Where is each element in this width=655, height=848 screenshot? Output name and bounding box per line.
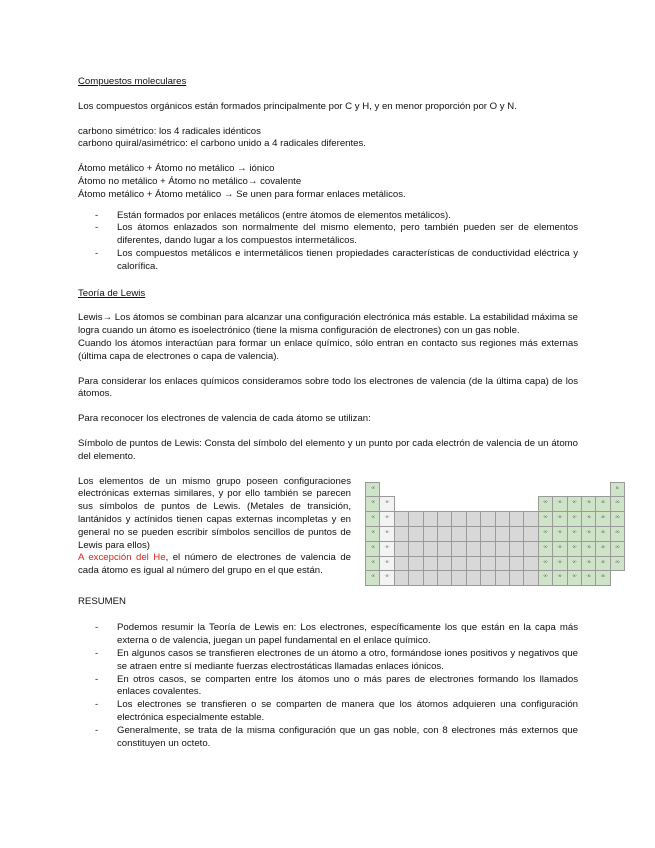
table-cell: [538, 541, 553, 557]
lewis-dot-symbol: ·X·: [557, 514, 563, 520]
lewis-dot-symbol: ·X·: [542, 528, 549, 534]
lewis-dot-symbol: ·X·: [557, 543, 563, 549]
table-cell: [408, 556, 423, 572]
table-cell: [408, 526, 423, 542]
lewis-dot-symbol: ·X:: [586, 543, 592, 549]
list-item: - En algunos casos se transfieren electrones de un átomo a otro, formándose iones positivos y negativos que se atraen entre sí mediante fuerzas electrostáticas llamadas enlaces iónicos.: [78, 648, 578, 674]
table-cell: [552, 570, 567, 586]
table-cell: [567, 570, 582, 586]
table-cell: [610, 526, 625, 542]
table-cell: [595, 526, 610, 542]
table-cell: [509, 570, 524, 586]
lewis-dot-symbol: ·X·: [384, 558, 390, 564]
table-cell: [451, 526, 466, 542]
table-cell: [567, 496, 582, 512]
table-cell: [394, 570, 409, 586]
table-cell: [581, 556, 596, 572]
table-cell: [610, 556, 625, 572]
table-cell: [379, 541, 394, 557]
table-cell: [365, 482, 380, 498]
table-cell: [451, 511, 466, 527]
lewis-paragraph-2: Cuando los átomos interactúan para formar un enlace químico, sólo entran en contacto sus regiones más externas (última capa de electrones o capa de valencia).: [78, 337, 578, 362]
lewis-dot-symbol: :X:: [600, 543, 606, 549]
lewis-dot-symbol: ·X·: [542, 558, 549, 564]
lewis-dot-symbol: ·X: [370, 514, 375, 520]
table-cell: [394, 556, 409, 572]
table-cell: [365, 526, 380, 542]
table-cell: [581, 541, 596, 557]
table-cell: [523, 570, 538, 586]
lewis-dot-symbol: ·X·: [542, 543, 549, 549]
table-cell: [595, 570, 610, 586]
lewis-dot-symbol: :X:: [600, 499, 606, 505]
table-cell: [480, 570, 495, 586]
list-item: - En otros casos, se comparten entre los átomos uno o más pares de electrones formando los llamados enlaces covalentes.: [78, 674, 578, 700]
lewis-dot-symbol: ·X·: [571, 558, 577, 564]
table-cell: [423, 556, 438, 572]
table-cell: [523, 526, 538, 542]
table-cell: [480, 556, 495, 572]
table-cell: [610, 496, 625, 512]
lewis-dot-symbol: :X:: [600, 558, 606, 564]
table-cell: [595, 541, 610, 557]
table-cell: [466, 570, 481, 586]
table-cell: [466, 526, 481, 542]
lewis-dot-symbol: ·X·: [384, 514, 390, 520]
table-cell: [552, 526, 567, 542]
carbon-line-1: carbono simétrico: los 4 radicales idénticos: [78, 125, 261, 137]
table-cell: [552, 511, 567, 527]
table-cell: [466, 511, 481, 527]
lewis-paragraph-6: Los elementos de un mismo grupo poseen configuraciones electrónicas externas similares, y por ello también se parecen sus símbolos de puntos de Lewis. (Metales de transición, lantánidos y actínidos tienen capas externas incompletas y en general no se pueden escribir símbolos sencillos de puntos de Lewis para ellos): [78, 475, 351, 551]
table-cell: [437, 511, 452, 527]
lewis-dot-symbol: ·X:: [586, 514, 592, 520]
list-item: - Los átomos enlazados son normalmente del mismo elemento, pero también pueden ser de elementos diferentes, dando lugar a los compuestos intermetálicos.: [78, 222, 578, 248]
lewis-paragraph-5: Símbolo de puntos de Lewis: Consta del símbolo del elemento y un punto por cada electrón de valencia de un átomo del elemento.: [78, 437, 578, 462]
lewis-dot-symbol: ·X:: [586, 573, 592, 579]
lewis-paragraph-4: Para reconocer los electrones de valencia de cada átomo se utilizan:: [78, 413, 371, 425]
table-cell: [509, 556, 524, 572]
lewis-dot-symbol: ·X·: [384, 543, 390, 549]
lewis-dot-symbol: ·X·: [571, 528, 577, 534]
table-cell: [379, 570, 394, 586]
table-cell: [365, 570, 380, 586]
table-cell: [379, 511, 394, 527]
lewis-side-text: [78, 476, 351, 578]
table-cell: [365, 541, 380, 557]
lewis-dot-symbol: ·X: [370, 558, 375, 564]
lewis-dot-symbol: ·X: [370, 499, 375, 505]
list-item: - Están formados por enlaces metálicos (entre átomos de elementos metálicos).: [78, 210, 578, 223]
table-cell: [538, 511, 553, 527]
lewis-dot-symbol: ·X: [370, 484, 375, 490]
table-cell: [595, 496, 610, 512]
list-item: - Generalmente, se trata de la misma configuración que un gas noble, con 8 electrones más externos que constituyen un octeto.: [78, 725, 578, 751]
table-cell: [394, 541, 409, 557]
lewis-dot-symbol: ·X:: [586, 558, 592, 564]
table-cell: [379, 496, 394, 512]
section-title-lewis: Teoría de Lewis: [78, 287, 146, 299]
table-cell: [595, 511, 610, 527]
table-cell: [495, 556, 510, 572]
table-cell: [538, 526, 553, 542]
table-cell: [379, 556, 394, 572]
table-cell: [365, 556, 380, 572]
lewis-dot-symbol: :X:: [600, 573, 606, 579]
lewis-dot-symbol: ·X:: [586, 528, 592, 534]
table-cell: [495, 526, 510, 542]
table-cell: [538, 556, 553, 572]
intro-paragraph: Los compuestos orgánicos están formados principalmente por C y H, y en menor proporción por O y N.: [78, 100, 517, 112]
table-cell: [480, 511, 495, 527]
table-cell: [437, 570, 452, 586]
lewis-dot-symbol: ·X: [370, 543, 375, 549]
resumen-title: RESUMEN: [78, 595, 126, 607]
table-cell: [495, 511, 510, 527]
table-cell: [538, 496, 553, 512]
lewis-dot-symbol: ·X·: [557, 558, 563, 564]
lewis-dot-symbol: ·X·: [542, 573, 549, 579]
periodic-table-lewis-image: [365, 472, 627, 589]
table-cell: [480, 541, 495, 557]
table-cell: [423, 570, 438, 586]
table-cell: [480, 526, 495, 542]
he-exception: A excepción del He: [78, 552, 166, 564]
table-cell: [451, 570, 466, 586]
table-cell: [423, 511, 438, 527]
lewis-dot-symbol: :X:: [615, 528, 620, 534]
table-cell: [523, 556, 538, 572]
lewis-dot-symbol: ·X·: [542, 514, 549, 520]
lewis-dot-symbol: ·X·: [384, 499, 390, 505]
lewis-dot-symbol: :X:: [615, 558, 620, 564]
table-cell: [466, 541, 481, 557]
table-cell: [595, 556, 610, 572]
table-cell: [509, 541, 524, 557]
table-cell: [451, 556, 466, 572]
table-cell: [509, 511, 524, 527]
table-cell: [437, 526, 452, 542]
lewis-dot-symbol: ·X: [370, 528, 375, 534]
carbon-line-2: carbono quiral/asimétrico: el carbono unido a 4 radicales diferentes.: [78, 138, 366, 150]
lewis-dot-symbol: :X:: [615, 499, 620, 505]
lewis-dot-symbol: ·X·: [542, 499, 549, 505]
table-cell: [394, 511, 409, 527]
table-cell: [408, 570, 423, 586]
table-cell: [451, 541, 466, 557]
bond-line-2: Átomo no metálico + Átomo no metálico→ covalente: [78, 175, 302, 187]
lewis-dot-symbol: :X:: [615, 543, 620, 549]
metallic-bullets: [78, 210, 578, 274]
table-cell: [495, 541, 510, 557]
table-cell: [495, 570, 510, 586]
table-cell: [423, 541, 438, 557]
lewis-paragraph-1: Lewis→ Los átomos se combinan para alcanzar una configuración electrónica más estable. La estabilidad máxima se logra cuando un átomo es isoelectrónico (tiene la misma configuración de electrones) con un gas noble.: [78, 312, 578, 337]
table-cell: [552, 556, 567, 572]
list-item: - Los compuestos metálicos e intermetálicos tienen propiedades características de conductividad eléctrica y calorífica.: [78, 248, 578, 274]
resumen-bullets: [78, 622, 578, 750]
table-cell: [581, 570, 596, 586]
table-cell: [581, 526, 596, 542]
lewis-dot-symbol: ·X·: [571, 543, 577, 549]
table-cell: [408, 541, 423, 557]
lewis-dot-symbol: ·X·: [571, 514, 577, 520]
table-cell: [509, 526, 524, 542]
bond-line-3: Átomo metálico + Átomo metálico → Se unen para formar enlaces metálicos.: [78, 188, 406, 200]
lewis-dot-symbol: ·X·: [557, 499, 563, 505]
table-cell: [610, 511, 625, 527]
table-cell: [437, 541, 452, 557]
lewis-dot-symbol: ·X·: [384, 528, 390, 534]
section-title-compuestos: Compuestos moleculares: [78, 76, 187, 87]
table-cell: [379, 526, 394, 542]
lewis-paragraph-7: [78, 552, 351, 578]
table-cell: [567, 526, 582, 542]
table-cell: [408, 511, 423, 527]
table-cell: [423, 526, 438, 542]
table-cell: [523, 541, 538, 557]
lewis-dot-symbol: :X:: [600, 528, 606, 534]
he-exception-rest: , el número de electrones de valencia de cada átomo es igual al número del grupo en el que están.: [78, 552, 352, 577]
lewis-dot-symbol: ·X: [370, 573, 375, 579]
document-page: [78, 76, 620, 750]
lewis-dot-symbol: ·X:: [586, 499, 592, 505]
lewis-dot-symbol: X:: [615, 484, 620, 490]
table-cell: [610, 482, 625, 498]
bond-line-1: Átomo metálico + Átomo no metálico → iónico: [78, 163, 275, 175]
table-cell: [610, 541, 625, 557]
list-item: - Podemos resumir la Teoría de Lewis en: Los electrones, específicamente los que están en la capa más externa o de valencia, juegan un papel fundamental en el enlace químico.: [78, 622, 578, 648]
table-cell: [581, 496, 596, 512]
lewis-paragraph-3: Para considerar los enlaces químicos consideramos sobre todo los electrones de valencia (de la última capa) de los átomos.: [78, 375, 578, 400]
table-cell: [552, 496, 567, 512]
list-item: - Los electrones se transfieren o se comparten de manera que los átomos adquieren una configuración electrónica especialmente estable.: [78, 699, 578, 725]
table-cell: [365, 496, 380, 512]
lewis-dot-symbol: ·X·: [571, 573, 577, 579]
table-cell: [466, 556, 481, 572]
table-cell: [552, 541, 567, 557]
table-cell: [394, 526, 409, 542]
lewis-dot-symbol: ·X·: [571, 499, 577, 505]
lewis-dot-symbol: ·X·: [557, 573, 563, 579]
lewis-table-block: [78, 475, 620, 584]
table-cell: [523, 511, 538, 527]
lewis-dot-symbol: :X:: [615, 514, 620, 520]
table-cell: [581, 511, 596, 527]
table-cell: [567, 556, 582, 572]
lewis-dot-symbol: ·X·: [384, 573, 390, 579]
lewis-dot-symbol: ·X·: [557, 528, 563, 534]
table-cell: [365, 511, 380, 527]
table-cell: [567, 541, 582, 557]
table-cell: [567, 511, 582, 527]
table-cell: [437, 556, 452, 572]
lewis-dot-symbol: :X:: [600, 514, 606, 520]
table-cell: [538, 570, 553, 586]
